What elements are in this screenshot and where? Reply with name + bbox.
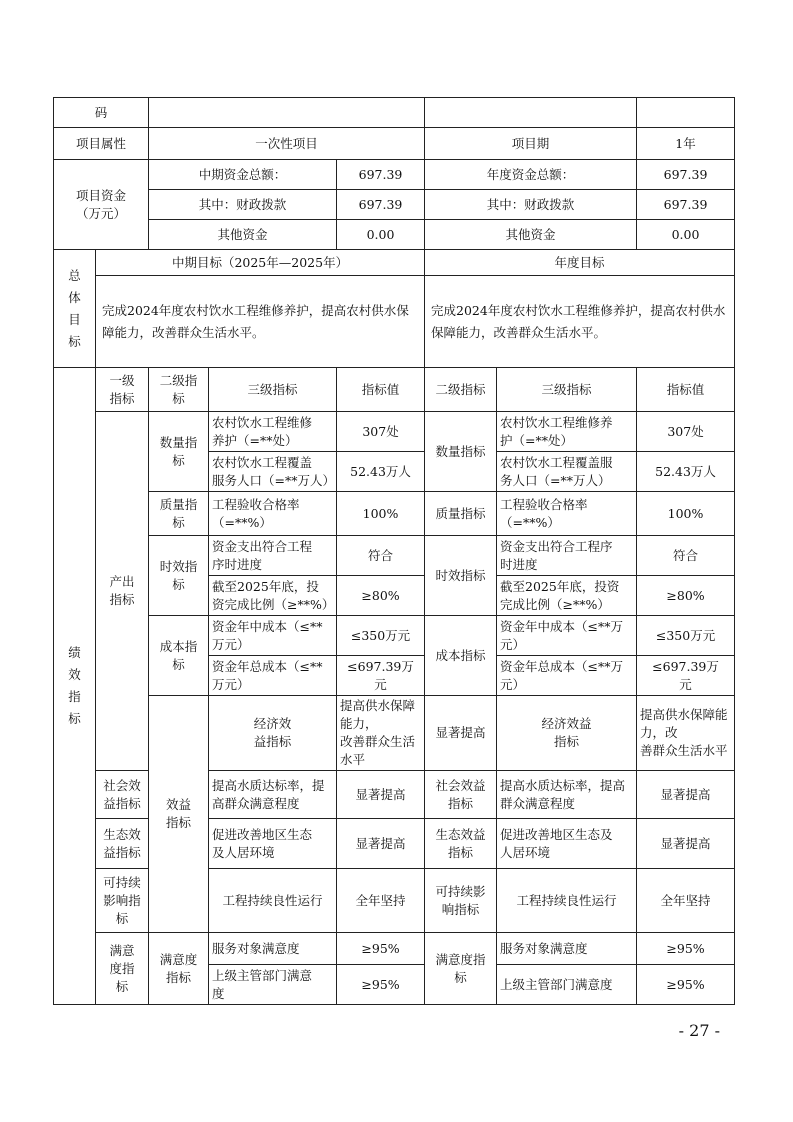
value-header-mid: 指标值 <box>337 368 425 412</box>
econ-mid: 经济效 益指标 <box>209 696 337 771</box>
code-label: 码 <box>54 98 149 128</box>
level3-header-annual: 三级指标 <box>497 368 637 412</box>
project-period-value: 1年 <box>637 128 735 160</box>
quantity-annual: 数量指标 <box>425 412 497 492</box>
sustain-annual-name: 工程持续良性运行 <box>497 869 637 933</box>
mid-other-label: 其他资金 <box>149 220 337 250</box>
s1-mid-value: ≥95% <box>337 933 425 965</box>
mid-total-label: 中期资金总额： <box>149 160 337 190</box>
quality-mid: 质量指 标 <box>149 492 209 536</box>
c2-mid-name: 资金年总成本（≤** 万元） <box>209 656 337 696</box>
annual-fiscal-label: 其中：财政拨款 <box>425 190 637 220</box>
t1-mid-value: 符合 <box>337 536 425 576</box>
s1-annual-value: ≥95% <box>637 933 735 965</box>
quality-annual-value: 100% <box>637 492 735 536</box>
mid-goal-text: 完成2024年度农村饮水工程维修养护，提高农村供水保障能力，改善群众生活水平。 <box>96 276 425 368</box>
t2-mid-name: 截至2025年底，投 资完成比例（≥**%） <box>209 576 337 616</box>
eco-annual-name: 促进改善地区生态及 人居环境 <box>497 819 637 869</box>
mid-other-value: 0.00 <box>337 220 425 250</box>
s1-mid-name: 服务对象满意度 <box>209 933 337 965</box>
sustain-mid: 可持续 影响指 标 <box>96 869 149 933</box>
level2-header-annual: 二级指标 <box>425 368 497 412</box>
project-attr-label: 项目属性 <box>54 128 149 160</box>
quality-mid-name: 工程验收合格率 （=**%） <box>209 492 337 536</box>
social-annual: 社会效益 指标 <box>425 771 497 819</box>
sustain-annual: 可持续影 响指标 <box>425 869 497 933</box>
annual-goal-header: 年度目标 <box>425 250 735 276</box>
c1-mid-name: 资金年中成本（≤** 万元） <box>209 616 337 656</box>
s2-annual-value: ≥95% <box>637 965 735 1005</box>
level2-header-mid: 二级指 标 <box>149 368 209 412</box>
annual-total-label: 年度资金总额： <box>425 160 637 190</box>
c1-annual-name: 资金年中成本（≤**万 元） <box>497 616 637 656</box>
eco-mid-name: 促进改善地区生态 及人居环境 <box>209 819 337 869</box>
q1-mid-value: 307处 <box>337 412 425 452</box>
econ-mid-value: 显著提高 <box>425 696 497 771</box>
c1-annual-value: ≤350万元 <box>637 616 735 656</box>
s2-mid-value: ≥95% <box>337 965 425 1005</box>
code-extra-value <box>637 98 735 128</box>
funds-label: 项目资金 （万元） <box>54 160 149 250</box>
annual-goal-text: 完成2024年度农村饮水工程维修养护，提高农村供水保障能力，改善群众生活水平。 <box>425 276 735 368</box>
t2-annual-value: ≥80% <box>637 576 735 616</box>
satisfaction-label: 满意 度指 标 <box>96 933 149 1005</box>
sustain-mid-name: 工程持续良性运行 <box>209 869 337 933</box>
level3-header-mid: 三级指标 <box>209 368 337 412</box>
mid-total-value: 697.39 <box>337 160 425 190</box>
s1-annual-name: 服务对象满意度 <box>497 933 637 965</box>
annual-other-label: 其他资金 <box>425 220 637 250</box>
quantity-mid: 数量指 标 <box>149 412 209 492</box>
cost-mid: 成本指 标 <box>149 616 209 696</box>
eco-mid-value: 显著提高 <box>337 819 425 869</box>
eco-mid: 生态效 益指标 <box>96 819 149 869</box>
eco-annual-value: 显著提高 <box>637 819 735 869</box>
q1-annual-value: 307处 <box>637 412 735 452</box>
code-extra-label <box>425 98 637 128</box>
econ-mid-name: 提高供水保障能力， 改善群众生活水平 <box>337 696 425 771</box>
t1-annual-name: 资金支出符合工程序 时进度 <box>497 536 637 576</box>
annual-fiscal-value: 697.39 <box>637 190 735 220</box>
mid-fiscal-label: 其中：财政拨款 <box>149 190 337 220</box>
t1-annual-value: 符合 <box>637 536 735 576</box>
sustain-mid-value: 全年坚持 <box>337 869 425 933</box>
benefit-label: 效益 指标 <box>149 696 209 933</box>
q1-annual-name: 农村饮水工程维修养 护（=**处） <box>497 412 637 452</box>
output-label: 产出 指标 <box>96 412 149 771</box>
s2-mid-name: 上级主管部门满意 度 <box>209 965 337 1005</box>
project-attr-value: 一次性项目 <box>149 128 425 160</box>
c2-annual-value: ≤697.39万 元 <box>637 656 735 696</box>
page-number: - 27 - <box>678 1021 720 1040</box>
annual-other-value: 0.00 <box>637 220 735 250</box>
mid-fiscal-value: 697.39 <box>337 190 425 220</box>
q2-annual-value: 52.43万人 <box>637 452 735 492</box>
t2-annual-name: 截至2025年底，投资 完成比例（≥**%） <box>497 576 637 616</box>
t1-mid-name: 资金支出符合工程 序时进度 <box>209 536 337 576</box>
sustain-annual-value: 全年坚持 <box>637 869 735 933</box>
econ-annual: 经济效益 指标 <box>497 696 637 771</box>
quality-annual-name: 工程验收合格率 （=**%） <box>497 492 637 536</box>
social-mid-name: 提高水质达标率，提 高群众满意程度 <box>209 771 337 819</box>
quality-mid-value: 100% <box>337 492 425 536</box>
quality-annual: 质量指标 <box>425 492 497 536</box>
time-mid: 时效指 标 <box>149 536 209 616</box>
c2-annual-name: 资金年总成本（≤**万 元） <box>497 656 637 696</box>
performance-label: 绩 效 指 标 <box>54 368 96 1005</box>
social-annual-name: 提高水质达标率，提高 群众满意程度 <box>497 771 637 819</box>
c2-mid-value: ≤697.39万 元 <box>337 656 425 696</box>
project-performance-table <box>53 97 735 1005</box>
project-period-label: 项目期 <box>425 128 637 160</box>
annual-total-value: 697.39 <box>637 160 735 190</box>
cost-annual: 成本指标 <box>425 616 497 696</box>
s2-annual-name: 上级主管部门满意度 <box>497 965 637 1005</box>
social-annual-value: 显著提高 <box>637 771 735 819</box>
sat-annual: 满意度指 标 <box>425 933 497 1005</box>
econ-annual-name: 提高供水保障能力，改 善群众生活水平 <box>637 696 735 771</box>
q2-annual-name: 农村饮水工程覆盖服 务人口（=**万人） <box>497 452 637 492</box>
eco-annual: 生态效益 指标 <box>425 819 497 869</box>
level1-header: 一级 指标 <box>96 368 149 412</box>
q1-mid-name: 农村饮水工程维修 养护（=**处） <box>209 412 337 452</box>
t2-mid-value: ≥80% <box>337 576 425 616</box>
social-mid: 社会效 益指标 <box>96 771 149 819</box>
sat-mid: 满意度 指标 <box>149 933 209 1005</box>
q2-mid-value: 52.43万人 <box>337 452 425 492</box>
social-mid-value: 显著提高 <box>337 771 425 819</box>
code-value <box>149 98 425 128</box>
overall-goals-label: 总 体 目 标 <box>54 250 96 368</box>
time-annual: 时效指标 <box>425 536 497 616</box>
q2-mid-name: 农村饮水工程覆盖 服务人口（=**万人） <box>209 452 337 492</box>
value-header-annual: 指标值 <box>637 368 735 412</box>
mid-goal-header: 中期目标（2025年—2025年） <box>96 250 425 276</box>
c1-mid-value: ≤350万元 <box>337 616 425 656</box>
